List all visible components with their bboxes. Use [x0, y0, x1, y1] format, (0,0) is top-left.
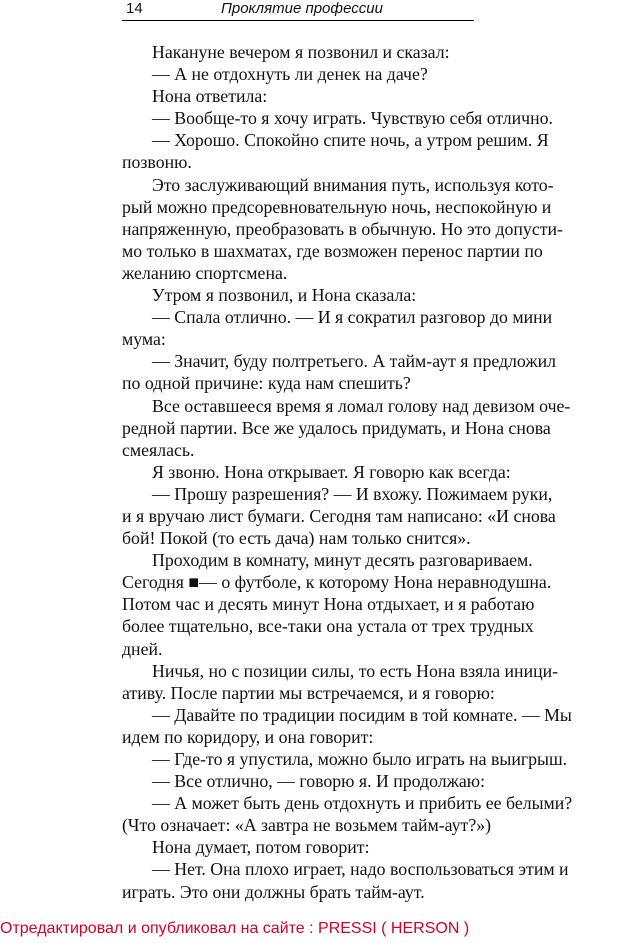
text-line: — Значит, буду полтретьего. А тайм-аут я предложил [152, 351, 557, 372]
text-line: мо только в шахматах, где возможен перенос партии по [122, 240, 543, 261]
text-line: Накануне вечером я позвонил и сказал: [152, 42, 450, 62]
text-line: желанию спортсмена. [122, 262, 288, 283]
text-line: по одной причине: куда нам спешить? [122, 373, 411, 394]
page-number: 14 [126, 0, 143, 17]
text-line: Нона думает, потом говорит: [152, 837, 370, 858]
text-line: рый можно предсоревновательную ночь, неспокойную и [122, 196, 552, 217]
running-title: Проклятие профессии [221, 0, 383, 17]
text-line: дней. [122, 638, 163, 659]
text-line: Ничья, но с позиции силы, то есть Нона взяла иници- [152, 660, 559, 681]
text-line: редной партии. Все же удалось придумать, и Нона снова [122, 417, 551, 438]
text-line: Нона ответила: [152, 86, 268, 107]
publisher-credit: Отредактировал и опубликовал на сайте : PRESSI ( HERSON ) [0, 920, 470, 937]
text-line: Сегодня ■— о футболе, к которому Нона неравнодушна. [122, 572, 552, 593]
text-line: играть. Это они должны брать тайм-аут. [122, 881, 425, 902]
text-line: Потом час и десять минут Нона отдыхает, и я работаю [122, 594, 535, 615]
text-line: (Что означает: «А завтра не возьмем тайм-аут?») [122, 815, 492, 836]
text-line: ативу. После партии мы встречаемся, и я говорю: [122, 682, 495, 703]
text-line: — Давайте по традиции посидим в той комнате. — Мы [152, 704, 572, 725]
text-line: — Спала отлично. — И я сократил разговор до мини [152, 307, 553, 328]
text-line: Проходим в комнату, минут десять разговариваем. [152, 550, 533, 571]
text-line: более тщательно, все-таки она устала от трех трудных [122, 616, 534, 637]
text-line: и я вручаю лист бумаги. Сегодня там написано: «И снова [122, 505, 556, 526]
text-line: Это заслуживающий внимания путь, используя кото- [152, 174, 554, 195]
text-line: идем по коридору, и она говорит: [122, 726, 374, 747]
text-line: — Все отлично, — говорю я. И продолжаю: [152, 771, 486, 792]
text-line: — Вообще-то я хочу играть. Чувствую себя отлично. [152, 108, 553, 129]
text-line: напряженную, преобразовать в обычную. Но это допусти- [122, 218, 563, 239]
text-line: — Хорошо. Спокойно спите ночь, а утром решим. Я [152, 130, 549, 151]
text-line: мума: [122, 329, 166, 350]
body-text [122, 41, 618, 903]
text-line: — Нет. Она плохо играет, надо воспользоваться этим и [152, 859, 569, 880]
page-header [122, 0, 474, 21]
text-line: смеялась. [122, 439, 195, 460]
text-line: позвоню. [122, 152, 192, 173]
text-line: — Прошу разрешения? — И вхожу. Пожимаем руки, [152, 483, 553, 504]
text-line: бой! Покой (то есть дача) нам только снится». [122, 528, 471, 549]
text-line: — Где-то я упустила, можно было играть на выигрыш. [152, 749, 568, 769]
text-line: — А не отдохнуть ли денек на даче? [152, 64, 428, 85]
text-line: — А может быть день отдохнуть и прибить ее белыми? [152, 793, 573, 814]
text-line: Я звоню. Нона открывает. Я говорю как всегда: [152, 461, 511, 482]
text-line: Утром я позвонил, и Нона сказала: [152, 285, 417, 306]
text-line: Все оставшееся время я ломал голову над девизом оче- [152, 395, 571, 416]
